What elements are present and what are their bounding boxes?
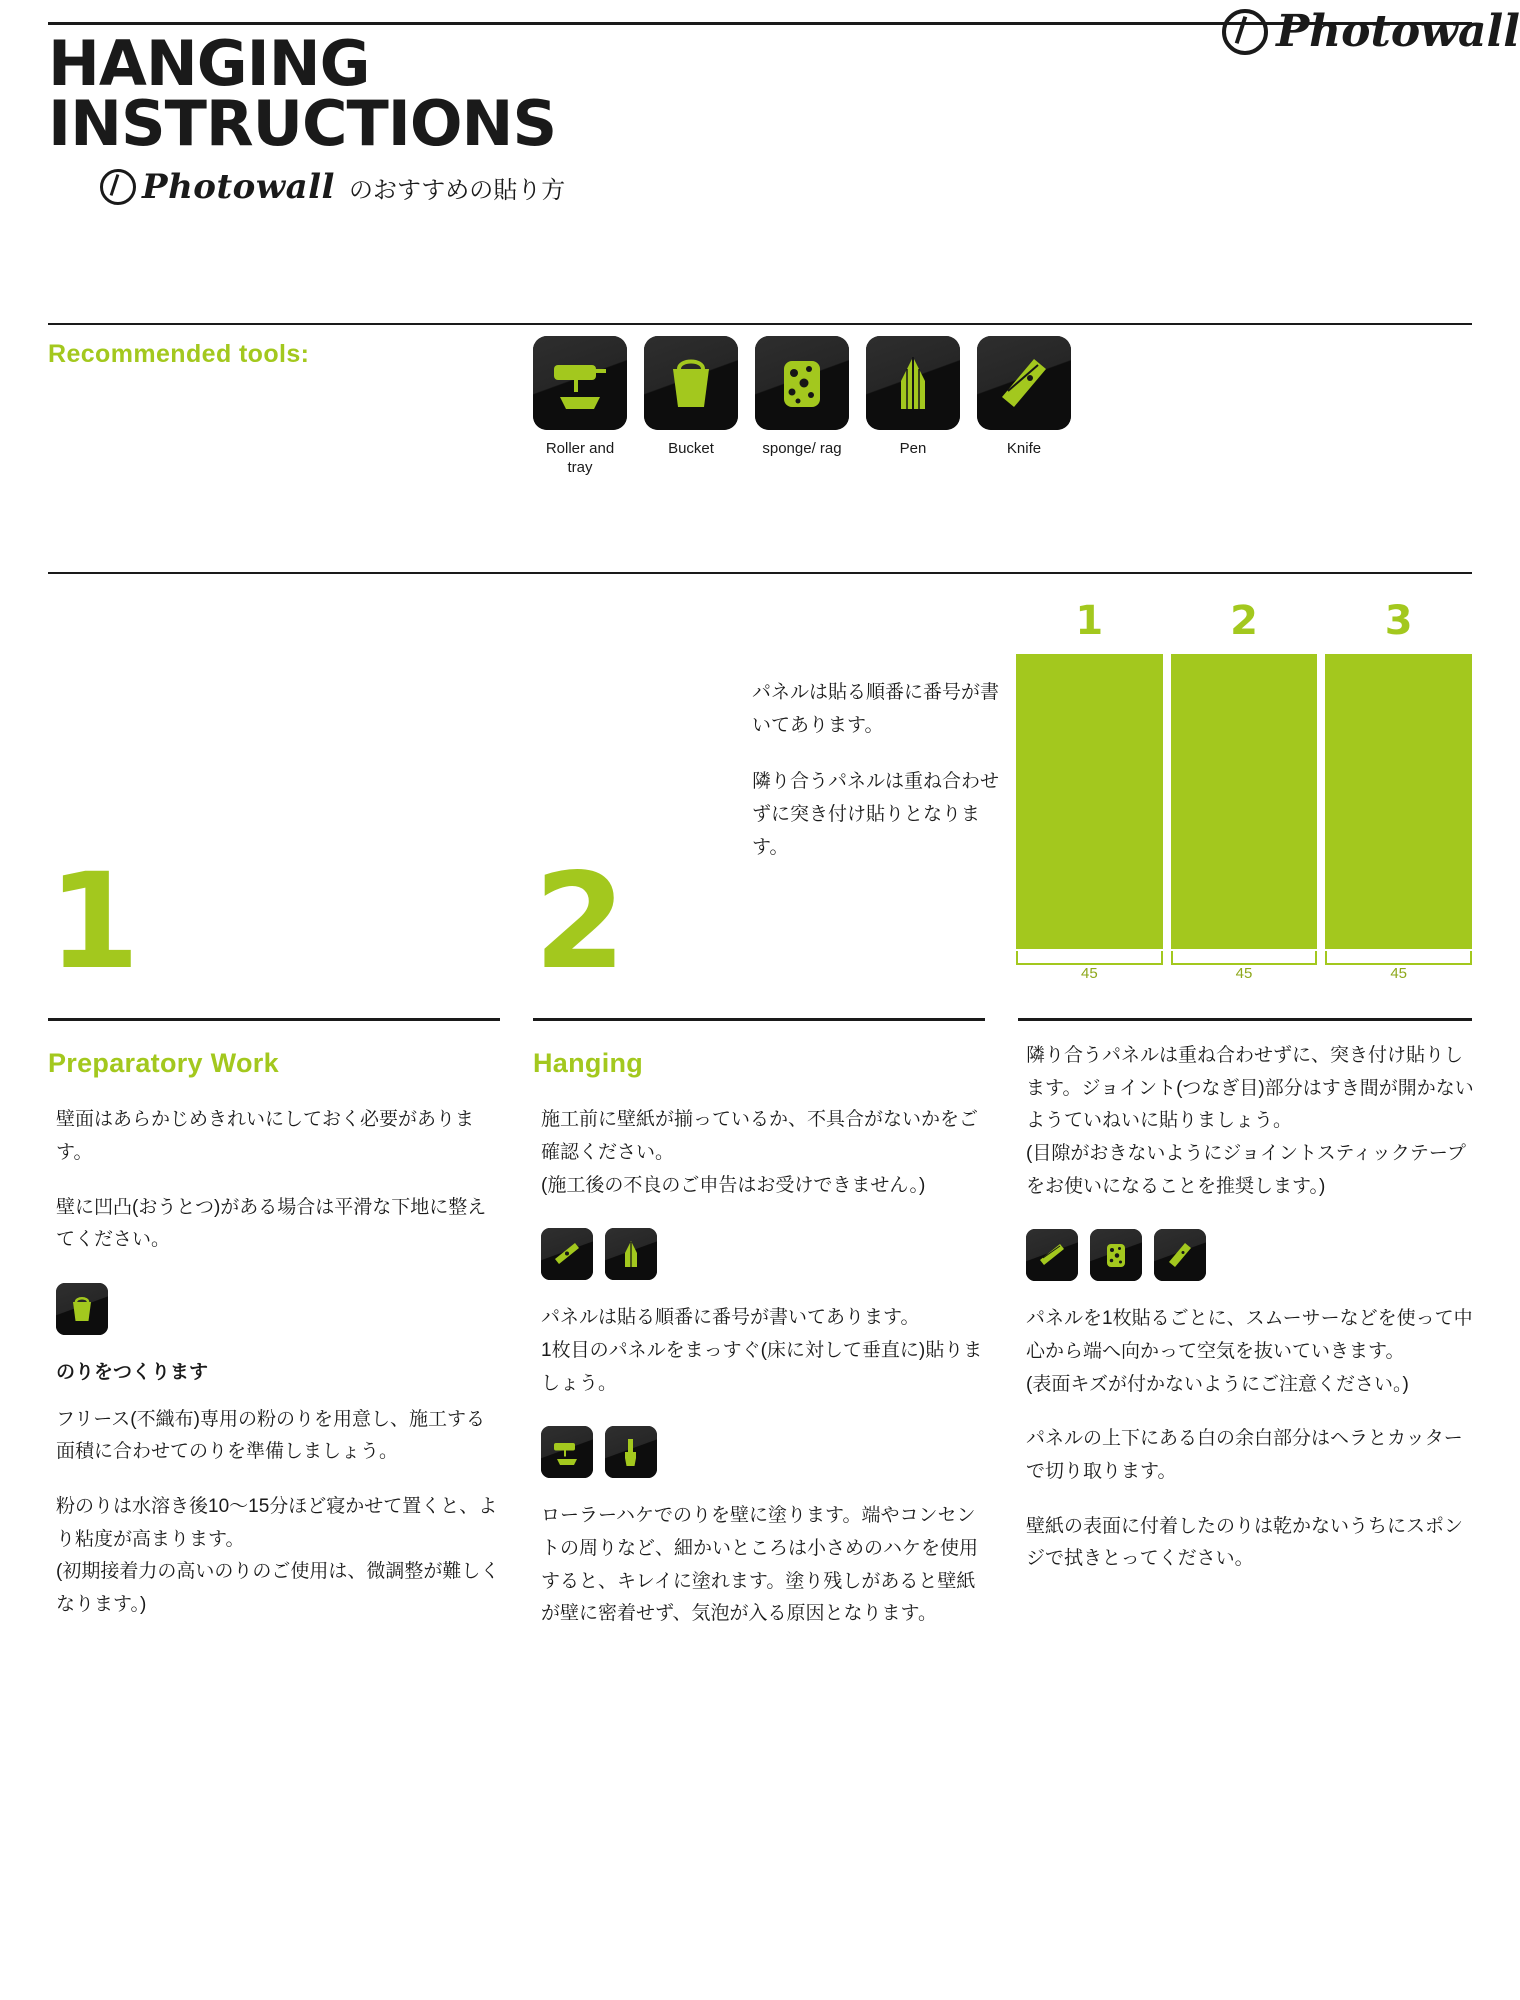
panel-note-p1: パネルは貼る順番に番号が書いてあります。 xyxy=(752,682,1000,737)
panel-number: 1 xyxy=(1075,598,1104,644)
column-2-divider xyxy=(533,1018,985,1021)
column-2-p4: 1枚目のパネルをまっすぐ(床に対して垂直に)貼りましょう。 xyxy=(541,1340,983,1394)
column-1-heading: Preparatory Work xyxy=(48,1048,279,1078)
column-2-heading: Hanging xyxy=(533,1048,644,1078)
title-line-1: HANGING xyxy=(48,27,370,100)
subtitle-row xyxy=(48,167,1472,207)
panel-2 xyxy=(1171,654,1318,949)
panel-numbers xyxy=(1016,598,1472,644)
divider-tools-bottom xyxy=(48,572,1472,574)
column-3-p1: 隣り合うパネルは重ね合わせずに、突き付け貼りします。ジョイント(つなぎ目)部分はすき間が開かないようていねいに貼りましょう。 xyxy=(1026,1045,1474,1132)
header xyxy=(48,27,1472,208)
measure-value: 45 xyxy=(1390,965,1408,982)
smoother-icon xyxy=(1026,1229,1078,1281)
panel-note xyxy=(752,676,1012,886)
brand-logo-text: Photowall xyxy=(1276,6,1520,57)
step-number-2: 2 xyxy=(534,845,626,999)
title-line-2: INSTRUCTIONS xyxy=(48,86,557,160)
column-3-p5: パネルの上下にある白の余白部分はヘラとカッターで切り取ります。 xyxy=(1026,1428,1463,1483)
panel-measurements xyxy=(1016,951,1472,985)
column-1-p1: 壁面はあらかじめきれいにしておく必要があります。 xyxy=(56,1109,475,1164)
column-2-icons-2 xyxy=(541,1426,985,1478)
sponge-icon xyxy=(1090,1229,1142,1281)
level-icon xyxy=(541,1228,593,1280)
paint-roller-icon xyxy=(533,336,627,430)
photowall-mark-icon xyxy=(1222,9,1268,55)
tool-caption: Pen xyxy=(899,440,927,457)
column-1-divider xyxy=(48,1018,500,1021)
measure-bracket-icon xyxy=(1016,951,1163,965)
panel-diagram xyxy=(1016,598,1472,985)
pencil-icon xyxy=(605,1228,657,1280)
column-joining xyxy=(1018,1040,1478,1598)
column-preparatory-work xyxy=(48,1040,500,1644)
tool-bucket xyxy=(644,336,738,478)
column-2-icons-1 xyxy=(541,1228,985,1280)
measure-bracket-icon xyxy=(1171,951,1318,965)
column-1-icons xyxy=(56,1283,500,1335)
knife-icon xyxy=(977,336,1071,430)
column-1-p5: (初期接着力の高いのりのご使用は、微調整が難しくなります。) xyxy=(56,1561,500,1616)
tool-sponge xyxy=(755,336,849,478)
panel-3 xyxy=(1325,654,1472,949)
bucket-icon xyxy=(644,336,738,430)
knife-icon xyxy=(1154,1229,1206,1281)
column-3-icons xyxy=(1026,1229,1478,1281)
panel-measure xyxy=(1016,951,1163,985)
column-2-p1: 施工前に壁紙が揃っているか、不具合がないかをご確認ください。 xyxy=(541,1109,979,1164)
tool-roller xyxy=(533,336,627,478)
panel-number: 3 xyxy=(1384,598,1413,644)
column-3-p4: (表面キズが付かないようにご注意ください。) xyxy=(1026,1373,1409,1395)
panel-note-p2: 隣り合うパネルは重ね合わせずに突き付け貼りとなります。 xyxy=(752,770,1000,858)
column-hanging xyxy=(533,1040,985,1653)
divider-tools-top xyxy=(48,323,1472,325)
panels xyxy=(1016,654,1472,949)
tool-pen xyxy=(866,336,960,478)
panel-measure xyxy=(1171,951,1318,985)
tool-caption: Knife xyxy=(1006,440,1042,457)
brand-name: Photowall xyxy=(142,167,335,208)
photowall-mark-icon xyxy=(100,169,136,205)
column-1-p2: 壁に凹凸(おうとつ)がある場合は平滑な下地に整えてください。 xyxy=(56,1196,487,1251)
recommended-tools-label: Recommended tools: xyxy=(48,340,310,368)
panel-1 xyxy=(1016,654,1163,949)
tool-caption: sponge/ rag xyxy=(762,440,842,457)
pencil-icon xyxy=(866,336,960,430)
column-3-p3: パネルを1枚貼るごとに、スムーサーなどを使って中心から端へ向かって空気を抜いていきます。 xyxy=(1026,1308,1473,1363)
column-3-p6: 壁紙の表面に付着したのりは乾かないうちにスポンジで拭きとってください。 xyxy=(1026,1515,1464,1570)
column-3-p2: (目隙がおきないようにジョイントスティックテープをお使いになることを推奨します。) xyxy=(1026,1143,1466,1197)
sponge-icon xyxy=(755,336,849,430)
tool-caption: Bucket xyxy=(668,440,714,457)
column-3-divider xyxy=(1018,1018,1472,1021)
subtitle-japanese: のおすすめの貼り方 xyxy=(348,176,566,204)
step-number-1: 1 xyxy=(48,845,140,999)
panel-measure xyxy=(1325,951,1472,985)
measure-value: 45 xyxy=(1080,965,1098,982)
brand-logo-inline xyxy=(100,167,335,207)
tool-caption: Roller and tray xyxy=(545,440,615,476)
tools-row xyxy=(533,336,1071,478)
bucket-icon xyxy=(56,1283,108,1335)
column-1-p3: フリース(不織布)専用の粉のりを用意し、施工する面積に合わせてのりを準備しましょう。 xyxy=(56,1408,485,1463)
column-2-p2: (施工後の不良のご申告はお受けできません。) xyxy=(541,1174,926,1196)
brand-logo-top-right xyxy=(1222,6,1520,57)
measure-bracket-icon xyxy=(1325,951,1472,965)
panel-number: 2 xyxy=(1230,598,1258,644)
measure-value: 45 xyxy=(1235,965,1253,982)
brush-icon xyxy=(605,1426,657,1478)
tool-knife xyxy=(977,336,1071,478)
column-2-p5: ローラーハケでのりを壁に塗ります。端やコンセントの周りなど、細かいところは小さめのハケを使用すると、キレイに塗れます。塗り残しがあると壁紙が壁に密着せず、気泡が入る原因となります。 xyxy=(541,1505,979,1625)
column-1-lead: のりをつくります xyxy=(56,1362,209,1384)
column-1-p4: 粉のりは水溶き後10〜15分ほど寝かせて置くと、より粘度が高まります。 xyxy=(56,1496,498,1550)
paint-roller-icon xyxy=(541,1426,593,1478)
column-2-p3: パネルは貼る順番に番号が書いてあります。 xyxy=(541,1307,920,1329)
